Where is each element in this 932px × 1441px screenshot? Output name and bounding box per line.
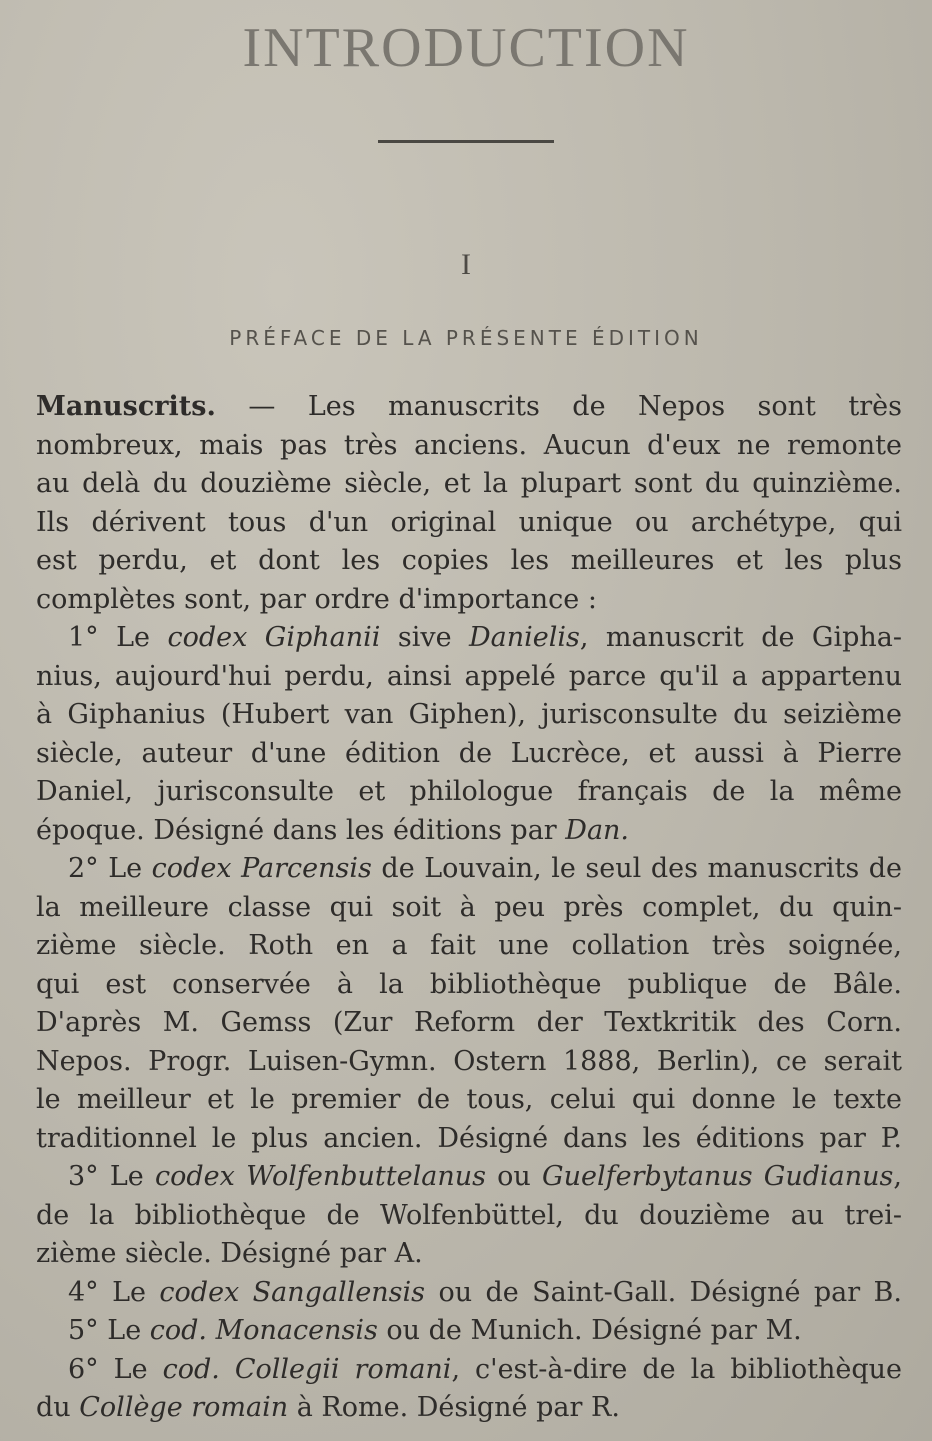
italic-text: codex Wolfenbuttelanus <box>155 1161 486 1192</box>
text-segment: 5° Le <box>68 1315 150 1346</box>
text-segment: 1° Le <box>68 622 168 653</box>
text-segment: nombreux, mais pas très anciens. Aucun d'eux ne remonte <box>36 429 902 461</box>
page-title: INTRODUCTION <box>242 17 690 79</box>
text-segment: siècle, auteur d'une édition de Lucrèce, et aussi à Pierre <box>36 737 902 769</box>
text-line <box>36 1158 902 1197</box>
text-segment: au delà du douzième siècle, et la plupart sont du quinzième. <box>36 468 902 499</box>
text-line <box>36 1197 902 1236</box>
text-segment: à Rome. Désigné par R. <box>288 1392 620 1423</box>
text-line <box>36 1235 902 1274</box>
text-segment: zième siècle. Désigné par A. <box>36 1238 423 1269</box>
italic-text: Danielis <box>469 622 580 653</box>
text-segment: de Louvain, le seul des manuscrits de <box>371 853 902 884</box>
text-line <box>36 812 902 851</box>
text-line <box>36 619 902 658</box>
bold-text: Manuscrits. <box>36 391 216 422</box>
text-line <box>36 542 902 581</box>
body-text <box>36 388 902 1428</box>
text-segment: la meilleure classe qui soit à peu près complet, du quin- <box>36 891 902 923</box>
text-segment: zième siècle. Roth en a fait une collation très soignée, <box>36 930 902 961</box>
text-segment: 6° Le <box>68 1353 163 1385</box>
text-segment: 2° Le <box>68 853 152 884</box>
text-line <box>36 773 902 812</box>
text-segment: D'après M. Gemss (Zur Reform der Textkritik des Corn. <box>36 1007 902 1038</box>
text-line <box>36 1351 902 1390</box>
text-line <box>36 927 902 966</box>
italic-text: codex Sangallensis <box>159 1276 426 1308</box>
text-segment: traditionnel le plus ancien. Désigné dans les éditions par P. <box>36 1122 902 1154</box>
section-heading: PRÉFACE DE LA PRÉSENTE ÉDITION <box>229 326 703 350</box>
text-line <box>36 889 902 928</box>
text-line <box>36 1043 902 1082</box>
text-line <box>36 465 902 504</box>
text-line <box>36 735 902 774</box>
italic-text: Guelferbytanus Gudianus <box>542 1161 894 1192</box>
text-segment: , manuscrit de Gipha- <box>579 622 902 653</box>
text-segment: de la bibliothèque de Wolfenbüttel, du douzième au trei- <box>36 1199 902 1231</box>
text-segment: Daniel, jurisconsulte et philologue français de la même <box>36 776 902 807</box>
text-segment: , c'est-à-dire de la bibliothèque <box>451 1353 902 1385</box>
italic-text: cod. Collegii romani <box>162 1353 452 1385</box>
text-segment: à Giphanius (Hubert van Giphen), jurisconsulte du seizième <box>36 699 902 730</box>
text-segment: époque. Désigné dans les éditions par <box>36 814 566 846</box>
section-number: I <box>461 248 471 281</box>
italic-text: codex Parcensis <box>151 853 372 884</box>
text-line <box>36 1004 902 1043</box>
text-segment: Ils dérivent tous d'un original unique ou archétype, qui <box>36 506 902 538</box>
italic-text: cod. Monacensis <box>149 1315 378 1346</box>
text-segment: 3° Le <box>68 1161 155 1192</box>
text-segment: , <box>893 1161 902 1192</box>
text-segment: du <box>36 1392 80 1423</box>
text-line <box>36 1120 902 1159</box>
text-line <box>36 658 902 697</box>
text-line <box>36 850 902 889</box>
italic-text: Dan. <box>565 814 630 846</box>
text-line <box>36 388 902 427</box>
text-line <box>36 1312 902 1351</box>
text-segment: — Les manuscrits de Nepos sont très <box>215 391 902 422</box>
text-line <box>36 1274 902 1313</box>
text-line <box>36 504 902 543</box>
text-line <box>36 696 902 735</box>
text-segment: est perdu, et dont les copies les meilleures et les plus <box>36 545 902 576</box>
text-segment: Nepos. Progr. Luisen-Gymn. Ostern 1888, Berlin), ce serait <box>36 1045 902 1077</box>
text-segment: ou <box>485 1161 543 1192</box>
text-line <box>36 1081 902 1120</box>
italic-text: codex Giphanii <box>167 622 381 653</box>
italic-text: Collège romain <box>79 1392 289 1423</box>
text-line <box>36 1389 902 1428</box>
text-segment: nius, aujourd'hui perdu, ainsi appelé parce qu'il a appartenu <box>36 660 902 692</box>
text-segment: ou de Munich. Désigné par M. <box>377 1315 802 1346</box>
text-line <box>36 427 902 466</box>
text-segment: complètes sont, par ordre d'importance : <box>36 583 597 615</box>
text-segment: ou de Saint-Gall. Désigné par B. <box>425 1276 902 1308</box>
text-segment: sive <box>380 622 470 653</box>
text-segment: qui est conservée à la bibliothèque publique de Bâle. <box>36 968 902 1000</box>
title-divider <box>378 140 554 143</box>
text-segment: le meilleur et le premier de tous, celui qui donne le texte <box>36 1084 902 1115</box>
text-line <box>36 581 902 620</box>
text-line <box>36 966 902 1005</box>
text-segment: 4° Le <box>68 1276 160 1308</box>
